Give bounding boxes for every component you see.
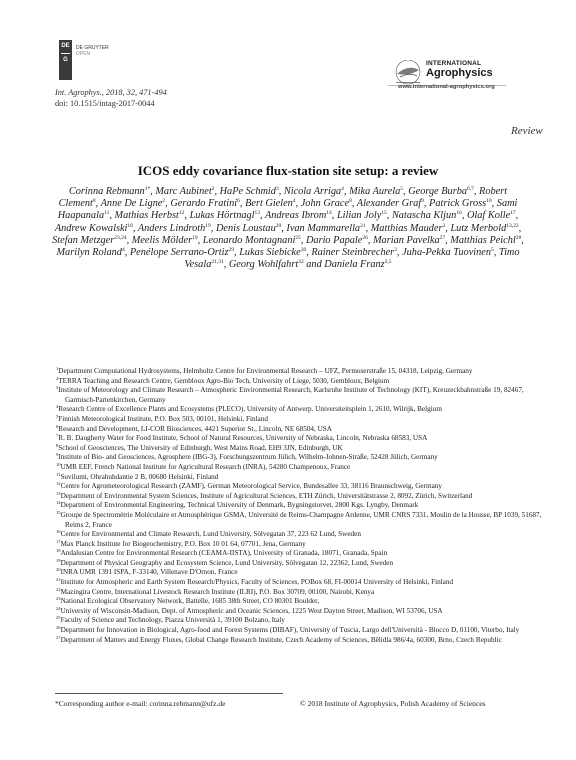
author-affiliation-marker: 2 xyxy=(162,198,166,205)
affiliation-number: 24 xyxy=(56,605,61,611)
affiliation-text: Groupe de Spectrométrie Moléculaire et Atmosphérique GSMA, Université de Reims-Champagne Ardenne, UMR CNRS 7331, Moulin de la Housse, BP 1039, 51687, Reims 2, France xyxy=(60,510,542,529)
author-name: Meelis Mölder$^{19}$ xyxy=(131,234,198,246)
de-gruyter-logo xyxy=(59,40,72,80)
author-affiliation-marker: 8 xyxy=(92,198,96,205)
author-name: Olaf Kolle$^{17}$ xyxy=(466,210,516,222)
author-affiliation-marker: 11 xyxy=(104,210,110,217)
author-affiliation-marker: 8 xyxy=(349,198,352,205)
copyright-notice: © 2018 Institute of Agrophysics, Polish Academy of Sciences xyxy=(300,699,486,708)
affiliation-item xyxy=(56,434,550,444)
affiliation-text: Department for Innovation in Biological, Agro-food and Forest Systems (DIBAF), University of Tuscia, Largo dell'Università - Blocco D, 01100, Viterbo, Italy xyxy=(60,626,520,635)
author-name: Matthias Mauder$^3$ xyxy=(370,222,446,234)
publisher-sub-text: OPEN xyxy=(76,51,91,57)
author-affiliation-marker: 19 xyxy=(205,222,211,229)
publisher-name xyxy=(76,45,109,57)
affiliation-number: 16 xyxy=(56,529,61,535)
author-affiliation-marker: 13,22 xyxy=(506,222,519,229)
author-name: Anders Lindroth$^{19}$ xyxy=(137,222,211,234)
author-affiliation-marker: 23,24 xyxy=(114,234,127,241)
logo-letters-bottom: G xyxy=(63,57,68,63)
author-affiliation-marker: 27 xyxy=(439,234,446,241)
affiliation-number: 19 xyxy=(56,557,61,563)
affiliation-item xyxy=(56,492,550,502)
author-affiliation-marker: 6 xyxy=(237,198,240,205)
affiliation-text: INRA UMR 1391 ISPA, F-33140, Villenave D'Ornon, France xyxy=(60,568,238,577)
affiliation-text: UMR EEF, French National Institute for Agricultural Research (INRA), 54280 Champenoux, France xyxy=(60,462,351,471)
author-name: Lukas Hörtnagl$^{13}$ xyxy=(189,210,260,222)
author-name: Andrew Kowalski$^{18}$ xyxy=(54,222,133,234)
affiliation-number: 23 xyxy=(56,596,61,602)
affiliation-text: Department of Physical Geography and Ecosystem Science, Lund University, Sölvegatan 12, 22362, Lund, Sweden xyxy=(60,558,394,567)
affiliation-number: 27 xyxy=(56,634,61,640)
author-affiliation-marker: 4 xyxy=(341,186,344,192)
publisher-name-text: DE GRUYTER xyxy=(76,45,109,51)
author-name: Gerardo Fratini$^6$ xyxy=(170,198,240,210)
citation: Int. Agrophys., 2018, 32, 471-494 xyxy=(55,88,167,97)
affiliation-item xyxy=(56,386,550,405)
author-affiliation-marker: 3 xyxy=(394,247,397,254)
journal-url[interactable]: www.international-agrophysics.org xyxy=(398,84,495,90)
corresponding-author-note: *Corresponding author e-mail: corinna.rebmann@ufz.de xyxy=(55,699,226,708)
author-name: Robert Clement$^8$ xyxy=(58,186,508,210)
author-name: Lukas Siebicke$^{30}$ xyxy=(239,247,307,259)
affiliation-text: Finnish Meteorological Institute, P.O. Box 503, 00101, Helsinki, Finland xyxy=(58,414,268,423)
author-name: Anne De Ligne$^2$ xyxy=(100,198,166,210)
affiliation-number: 3 xyxy=(56,385,59,391)
author-name: Mika Aurela$^5$ xyxy=(349,186,404,197)
affiliation-item xyxy=(56,463,550,473)
author-affiliation-marker: 21 xyxy=(360,222,366,229)
affiliation-text: Mazingira Centre, International Livestock Research Institute (ILRI), P.O. Box 30709, 00100, Nairobi, Kenya xyxy=(60,587,375,596)
affiliation-text: Research and Development, LI-COR Biosciences, 4421 Superior St., Lincoln, NE 68504, USA xyxy=(58,424,332,433)
author-name: Timo Vesala$^{21,31}$ xyxy=(184,247,520,271)
affiliation-item xyxy=(56,511,550,530)
affiliation-text: Faculty of Science and Technology, Piazza Università 1, 39100 Bolzano, Italy xyxy=(60,616,285,625)
affiliation-item xyxy=(56,626,550,636)
author-name: Leonardo Montagnani$^{25}$ xyxy=(202,234,301,246)
author-name: Lilian Joly$^{15}$ xyxy=(336,210,387,222)
affiliation-number: 13 xyxy=(56,490,61,496)
affiliation-item xyxy=(56,597,550,607)
affiliation-text: TERRA Teaching and Research Centre, Gembloux Agro-Bio Tech, University of Liege, 5030, Gembloux, Belgium xyxy=(58,376,390,385)
logo-letters-top: DE xyxy=(61,43,70,49)
author-name: Denis Loustau$^{20}$ xyxy=(215,222,282,234)
author-name: Rainer Steinbrecher$^3$ xyxy=(311,247,397,259)
author-name: Nicola Arriga$^4$ xyxy=(283,186,344,197)
affiliation-text: Institute of Bio- and Geosciences, Agrosphere (IBG-3), Forschungszentrum Jülich, Wilhelm-Johnen-Straße, 52428 Jülich, Germany xyxy=(58,453,438,462)
author-name: Mathias Herbst$^{12}$ xyxy=(114,210,185,222)
affiliation-text: Suvilumi, Ohrahuhdantie 2 B, 00680 Helsinki, Finland xyxy=(60,472,219,481)
journal-name-line1: INTERNATIONAL xyxy=(426,60,482,67)
affiliation-number: 25 xyxy=(56,615,61,621)
author-affiliation-marker: 10 xyxy=(486,198,492,205)
author-name: Natascha Kljun$^{16}$ xyxy=(391,210,462,222)
author-name: Corinna Rebmann$^{1*}$ xyxy=(68,186,151,197)
author-affiliation-marker: 5 xyxy=(400,186,404,192)
affiliation-text: R. B. Daugherty Water for Food Institute, School of Natural Resources, University of Nebraska, Lincoln, Nebraska 68583, USA xyxy=(58,434,428,443)
article-title: ICOS eddy covariance flux-station site setup: a review xyxy=(137,163,439,178)
author-affiliation-marker: 15 xyxy=(381,210,387,217)
author-affiliation-marker: 4 xyxy=(292,198,296,205)
author-name: Penélope Serrano-Ortiz$^{29}$ xyxy=(129,247,235,259)
author-name: Lutz Merbold$^{13,22}$ xyxy=(450,222,519,234)
affiliation-list xyxy=(56,367,550,645)
affiliation-item xyxy=(56,616,550,626)
affiliation-number: 26 xyxy=(56,625,61,631)
affiliation-item xyxy=(56,540,550,550)
author-list: Corinna Rebmann$^{1*}$, Marc Aubinet$^2$, HaPe Schmid$^3$, Nicola Arriga$^4$, Mika Aurela$^5$, George Burba$^{6,7}$, Robert Clement$^8$, Anne De Ligne$^2$, Gerardo Fratini$^6$, Bert Gielen$^4$, John Grace$^8$, Alexander Graf$^9$, Patrick Gross$^{10}$, Sami Haapanala$^{11}$, Mathias Herbst$^{12}$, Lukas Hörtnagl$^{13}$, Andreas Ibrom$^{14}$, Lilian Joly$^{15}$, Natascha Kljun$^{16}$, Olaf Kolle$^{17}$, Andrew Kowalski$^{18}$, Anders Lindroth$^{19}$, Denis Loustau$^{20}$, Ivan Mammarella$^{21}$, Matthias Mauder$^3$, Lutz Merbold$^{13,22}$, Stefan Metzger$^{23,24}$, Meelis Mölder$^{19}$, Leonardo Montagnani$^{25}$, Dario Papale$^{26}$, Marian Pavelka$^{27}$, Matthias Peichl$^{28}$, Marilyn Roland$^4$, Penélope Serrano-Ortiz$^{29}$, Lukas Siebicke$^{30}$, Rainer Steinbrecher$^3$, Juha-Pekka Tuovinen$^5$, Timo Vesala$^{21,31}$, Georg Wohlfahrt$^{32}$ and Daniela Franz$^{3,5}$ xyxy=(52,186,524,271)
author-affiliation-marker: 3,5 xyxy=(384,259,392,266)
affiliation-text: Department of Matters and Energy Fluxes, Global Change Research Institute, Czech Academy of Sciences, Bělidla 986/4a, 60300, Brno, Czech Republic xyxy=(60,635,502,644)
affiliation-number: 2 xyxy=(56,375,59,381)
author-name: Daniela Franz$^{3,5}$ xyxy=(324,259,392,271)
author-name: Georg Wohlfahrt$^{32}$ xyxy=(228,259,304,271)
author-affiliation-marker: 17 xyxy=(510,210,516,217)
author-affiliation-marker: 12 xyxy=(178,210,185,217)
author-affiliation-marker: 13 xyxy=(254,210,260,217)
author-affiliation-marker: 9 xyxy=(421,198,424,205)
author-name: Andreas Ibrom$^{14}$ xyxy=(264,210,332,222)
author-affiliation-marker: 30 xyxy=(300,247,307,254)
journal-name-line2: Agrophysics xyxy=(426,67,493,79)
affiliation-number: 20 xyxy=(56,567,61,573)
author-name: Marc Aubinet$^2$ xyxy=(155,186,215,197)
author-name: Ivan Mammarella$^{21}$ xyxy=(286,222,366,234)
author-name: Alexander Graf$^9$ xyxy=(356,198,424,210)
affiliation-item xyxy=(56,530,550,540)
affiliation-number: 9 xyxy=(56,452,59,458)
affiliation-item xyxy=(56,568,550,578)
affiliation-number: 11 xyxy=(56,471,61,477)
affiliation-item xyxy=(56,636,550,646)
author-name: Sami Haapanala$^{11}$ xyxy=(57,198,518,222)
author-affiliation-marker: 3 xyxy=(442,222,446,229)
affiliation-number: 18 xyxy=(56,548,61,554)
affiliation-number: 10 xyxy=(56,461,61,467)
affiliation-text: Department of Environmental Engineering, Technical University of Denmark, Bygningstorvet, 2800 Kgs. Lyngby, Denmark xyxy=(60,501,419,510)
affiliation-text: Centre for Environmental and Climate Research, Lund University, Sölvegatan 37, 223 62 Lund, Sweden xyxy=(60,530,361,539)
affiliation-number: 8 xyxy=(56,442,59,448)
affiliation-number: 17 xyxy=(56,538,61,544)
author-affiliation-marker: 21,31 xyxy=(211,259,224,266)
author-name: Stefan Metzger$^{23,24}$ xyxy=(52,234,127,246)
affiliation-number: 7 xyxy=(56,433,59,439)
author-affiliation-marker: 3 xyxy=(275,186,279,192)
affiliation-text: University of Wisconsin-Madison, Dept. of Atmospheric and Oceanic Sciences, 1225 West Dayton Street, Madison, WI 53706, USA xyxy=(60,606,443,615)
affiliation-text: Department Computational Hydrosystems, Helmholtz Centre for Environmental Research – UFZ, Permoserstraße 15, 04318, Leipzig, Germany xyxy=(58,367,473,375)
affiliation-item xyxy=(56,444,550,454)
affiliation-item xyxy=(56,607,550,617)
affiliation-text: Institute for Atmospheric and Earth System Research/Physics, Faculty of Sciences, POBox 68, FI-00014 University of Helsinki, Finland xyxy=(60,578,454,587)
affiliation-item xyxy=(56,501,550,511)
author-name: Bert Gielen$^4$ xyxy=(245,198,296,210)
author-affiliation-marker: 16 xyxy=(456,210,462,217)
affiliation-text: School of Geosciences, The University of Edinburgh, West Mains Road, EH9 3JN, Edinburgh, UK xyxy=(58,443,343,452)
affiliation-number: 6 xyxy=(56,423,59,429)
affiliation-text: Department of Environmental System Sciences, Institute of Agricultural Sciences, ETH Zürich, Universitätstrasse 2, 8092, Zürich, Switzerland xyxy=(60,491,473,500)
affiliation-text: Institute of Meteorology and Climate Research – Atmospheric Environmental Research, Karlsruhe Institute of Technology (KIT), Kreuzeckbahnstraße 19, 82467, Garmisch-Partenkirchen, Germany xyxy=(58,386,524,404)
footnote-divider xyxy=(55,693,283,694)
author-affiliation-marker: 14 xyxy=(326,210,332,217)
affiliation-number: 1 xyxy=(56,366,59,371)
author-affiliation-marker: 4 xyxy=(121,247,125,254)
affiliation-item xyxy=(56,367,550,377)
author-affiliation-marker: 26 xyxy=(362,234,368,241)
author-name: Juha-Pekka Tuovinen$^5$ xyxy=(402,247,494,259)
affiliation-item xyxy=(56,473,550,483)
affiliation-number: 4 xyxy=(56,404,59,410)
affiliation-number: 12 xyxy=(56,481,61,487)
author-name: John Grace$^8$ xyxy=(300,198,352,210)
affiliation-item xyxy=(56,377,550,387)
affiliation-number: 21 xyxy=(56,577,61,583)
author-affiliation-marker: 18 xyxy=(127,222,133,229)
affiliation-item xyxy=(56,453,550,463)
author-affiliation-marker: 20 xyxy=(275,222,282,229)
affiliation-item xyxy=(56,405,550,415)
affiliation-item xyxy=(56,425,550,435)
affiliation-item xyxy=(56,588,550,598)
author-affiliation-marker: 19 xyxy=(192,234,198,241)
affiliation-number: 15 xyxy=(56,509,61,515)
affiliation-text: Max Planck Institute for Biogeochemistry, P.O. Box 10 01 64, 07701, Jena, Germany xyxy=(60,539,306,548)
author-affiliation-marker: 25 xyxy=(295,234,301,241)
author-name: George Burba$^{6,7}$ xyxy=(408,186,474,197)
affiliation-item xyxy=(56,415,550,425)
author-name: Dario Papale$^{26}$ xyxy=(305,234,368,246)
author-name: Marian Pavelka$^{27}$ xyxy=(372,234,446,246)
author-affiliation-marker: 2 xyxy=(211,186,215,192)
affiliation-item xyxy=(56,482,550,492)
author-affiliation-marker: 32 xyxy=(298,259,304,266)
doi[interactable]: doi: 10.1515/intag-2017-0044 xyxy=(55,99,155,108)
affiliation-text: Centre for Agrometeorological Research (ZAMF), German Meteorological Service, Bundesallee 33, 38116 Braunschweig, Germany xyxy=(60,482,442,491)
author-affiliation-marker: 5 xyxy=(491,247,494,254)
affiliation-item xyxy=(56,549,550,559)
affiliation-number: 22 xyxy=(56,586,61,592)
affiliation-text: Andalusian Centre for Environmental Research (CEAMA-IISTA), University of Granada, 18071, Granada, Spain xyxy=(60,549,388,558)
author-affiliation-marker: 1* xyxy=(144,186,151,192)
author-name: Marilyn Roland$^4$ xyxy=(56,247,125,259)
affiliation-number: 14 xyxy=(56,500,61,506)
affiliation-number: 5 xyxy=(56,413,59,419)
author-affiliation-marker: 6,7 xyxy=(467,186,474,192)
affiliation-text: Research Centre of Excellence Plants and Ecosystems (PLECO), University of Antwerp. Universiteitsplein 1, 2610, Wilrijk, Belgium xyxy=(58,405,442,414)
author-affiliation-marker: 28 xyxy=(515,234,522,241)
article-type: Review xyxy=(511,125,543,137)
author-affiliation-marker: 29 xyxy=(228,247,235,254)
author-name: Patrick Gross$^{10}$ xyxy=(429,198,492,210)
affiliation-item xyxy=(56,578,550,588)
author-name: Matthias Peichl$^{28}$ xyxy=(450,234,522,246)
author-name: HaPe Schmid$^3$ xyxy=(219,186,279,197)
affiliation-text: National Ecological Observatory Network, Battelle, 1685 38th Street, CO 80301 Boulder, xyxy=(60,597,319,606)
